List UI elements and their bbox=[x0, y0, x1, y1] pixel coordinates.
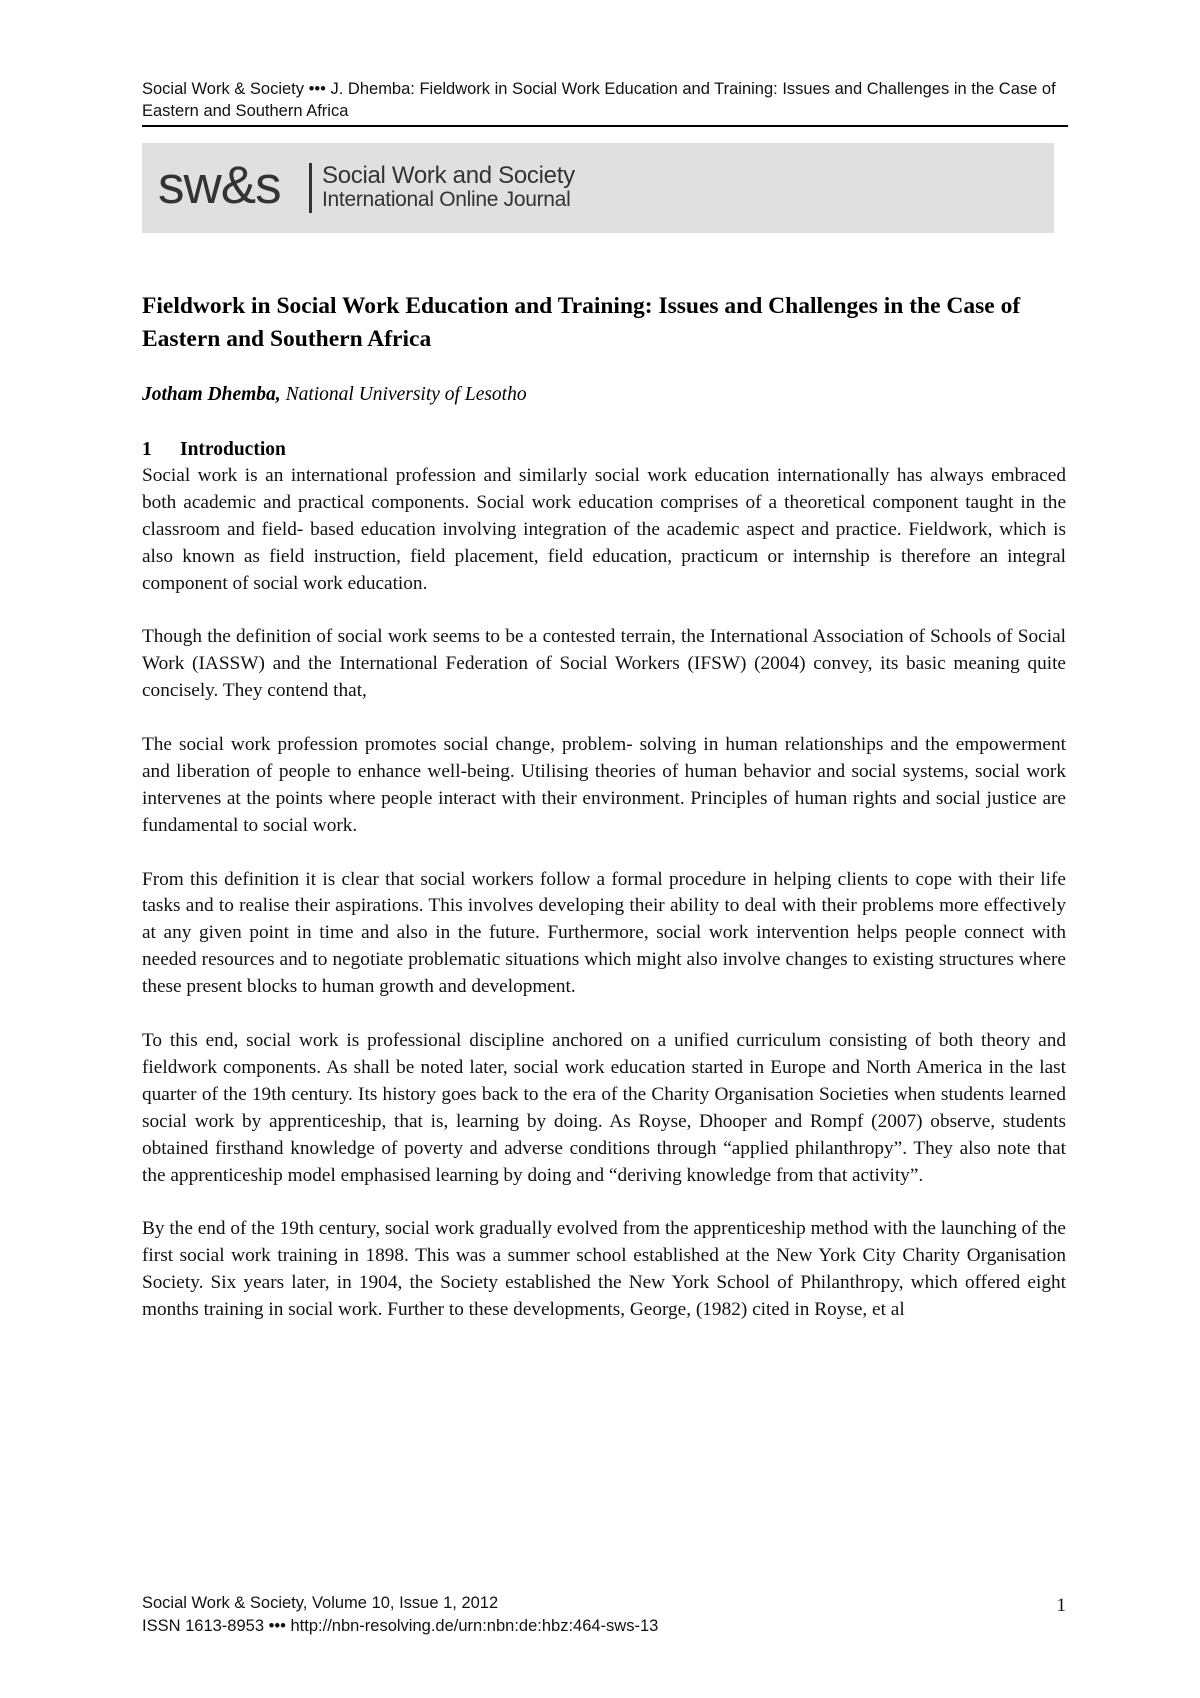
section-number: 1 bbox=[142, 439, 152, 460]
author-affiliation: National University of Lesotho bbox=[285, 384, 527, 405]
running-footer bbox=[142, 1592, 1066, 1638]
page-number: 1 bbox=[1056, 1595, 1066, 1616]
journal-banner bbox=[142, 143, 1054, 233]
journal-logo: sw&s bbox=[158, 156, 281, 215]
header-rule bbox=[142, 125, 1068, 127]
footer-issn: ISSN 1613-8953 ••• http://nbn-resolving.de/urn:nbn:de:hbz:464-sws-13 bbox=[142, 1617, 659, 1635]
paragraph: Social work is an international profession and similarly social work education internationally has always embraced both academic and practical components. Social work education comprises of a theoretical component taught in the classroom and field- based education involving integration of the academic aspect and practice. Fieldwork, which is also known as field instruction, field placement, field education, practicum or internship is therefore an integral component of social work education. bbox=[142, 465, 1066, 594]
section-title: Introduction bbox=[180, 439, 286, 460]
journal-name: Social Work and Society bbox=[322, 162, 575, 189]
author-name: Jotham Dhemba, bbox=[142, 384, 281, 405]
running-header: Social Work & Society ••• J. Dhemba: Fieldwork in Social Work Education and Training: Issues and Challenges in the Case of Eastern and Southern Africa bbox=[142, 80, 1056, 120]
article-body bbox=[142, 463, 1066, 1324]
logo-divider bbox=[309, 163, 312, 213]
paragraph: From this definition it is clear that social workers follow a formal procedure in helping clients to cope with their life tasks and to realise their aspirations. This involves developing their ability to deal with their problems more effectively at any given point in time and also in the future. Furthermore, social work intervention helps people connect with needed resources and to negotiate problematic situations which might also involve changes to existing structures where these present blocks to human growth and development. bbox=[142, 868, 1066, 998]
byline bbox=[142, 382, 1066, 408]
block-quote: The social work profession promotes social change, problem- solving in human relationships and the empowerment and liberation of people to enhance well-being. Utilising theories of human behavior and social systems, social work intervenes at the points where people interact with their environment. Principles of human rights and social justice are fundamental to social work. bbox=[142, 734, 1066, 836]
footer-citation: Social Work & Society, Volume 10, Issue 1, 2012 bbox=[142, 1594, 499, 1612]
journal-name-block bbox=[322, 163, 575, 212]
paragraph: By the end of the 19th century, social work gradually evolved from the apprenticeship method with the launching of the first social work training in 1898. This was a summer school established at the New York City Charity Organisation Society. Six years later, in 1904, the Society established the New York School of Philanthropy, which offered eight months training in social work. Further to these developments, George, (1982) cited in Royse, et al bbox=[142, 1218, 1066, 1321]
paragraph: To this end, social work is professional discipline anchored on a unified curriculum consisting of both theory and fieldwork components. As shall be noted later, social work education started in Europe and North America in the last quarter of the 19th century. Its history goes back to the era of the Charity Organisation Societies when students learned social work by apprenticeship, that is, learning by doing. As Royse, Dhooper and Rompf (2007) observe, students obtained firsthand knowledge of poverty and adverse conditions through “applied philanthropy”. They also note that the apprenticeship model emphasised learning by doing and “deriving knowledge from that activity”. bbox=[142, 1029, 1066, 1186]
paragraph: Though the definition of social work seems to be a contested terrain, the International Association of Schools of Social Work (IASSW) and the International Federation of Social Workers (IFSW) (2004) convey, its basic meaning quite concisely. They contend that, bbox=[142, 626, 1066, 702]
journal-subtitle: International Online Journal bbox=[322, 188, 571, 211]
section-heading bbox=[142, 436, 1066, 463]
article-title: Fieldwork in Social Work Education and Training: Issues and Challenges in the Case of Eastern and Southern Africa bbox=[142, 293, 1021, 352]
